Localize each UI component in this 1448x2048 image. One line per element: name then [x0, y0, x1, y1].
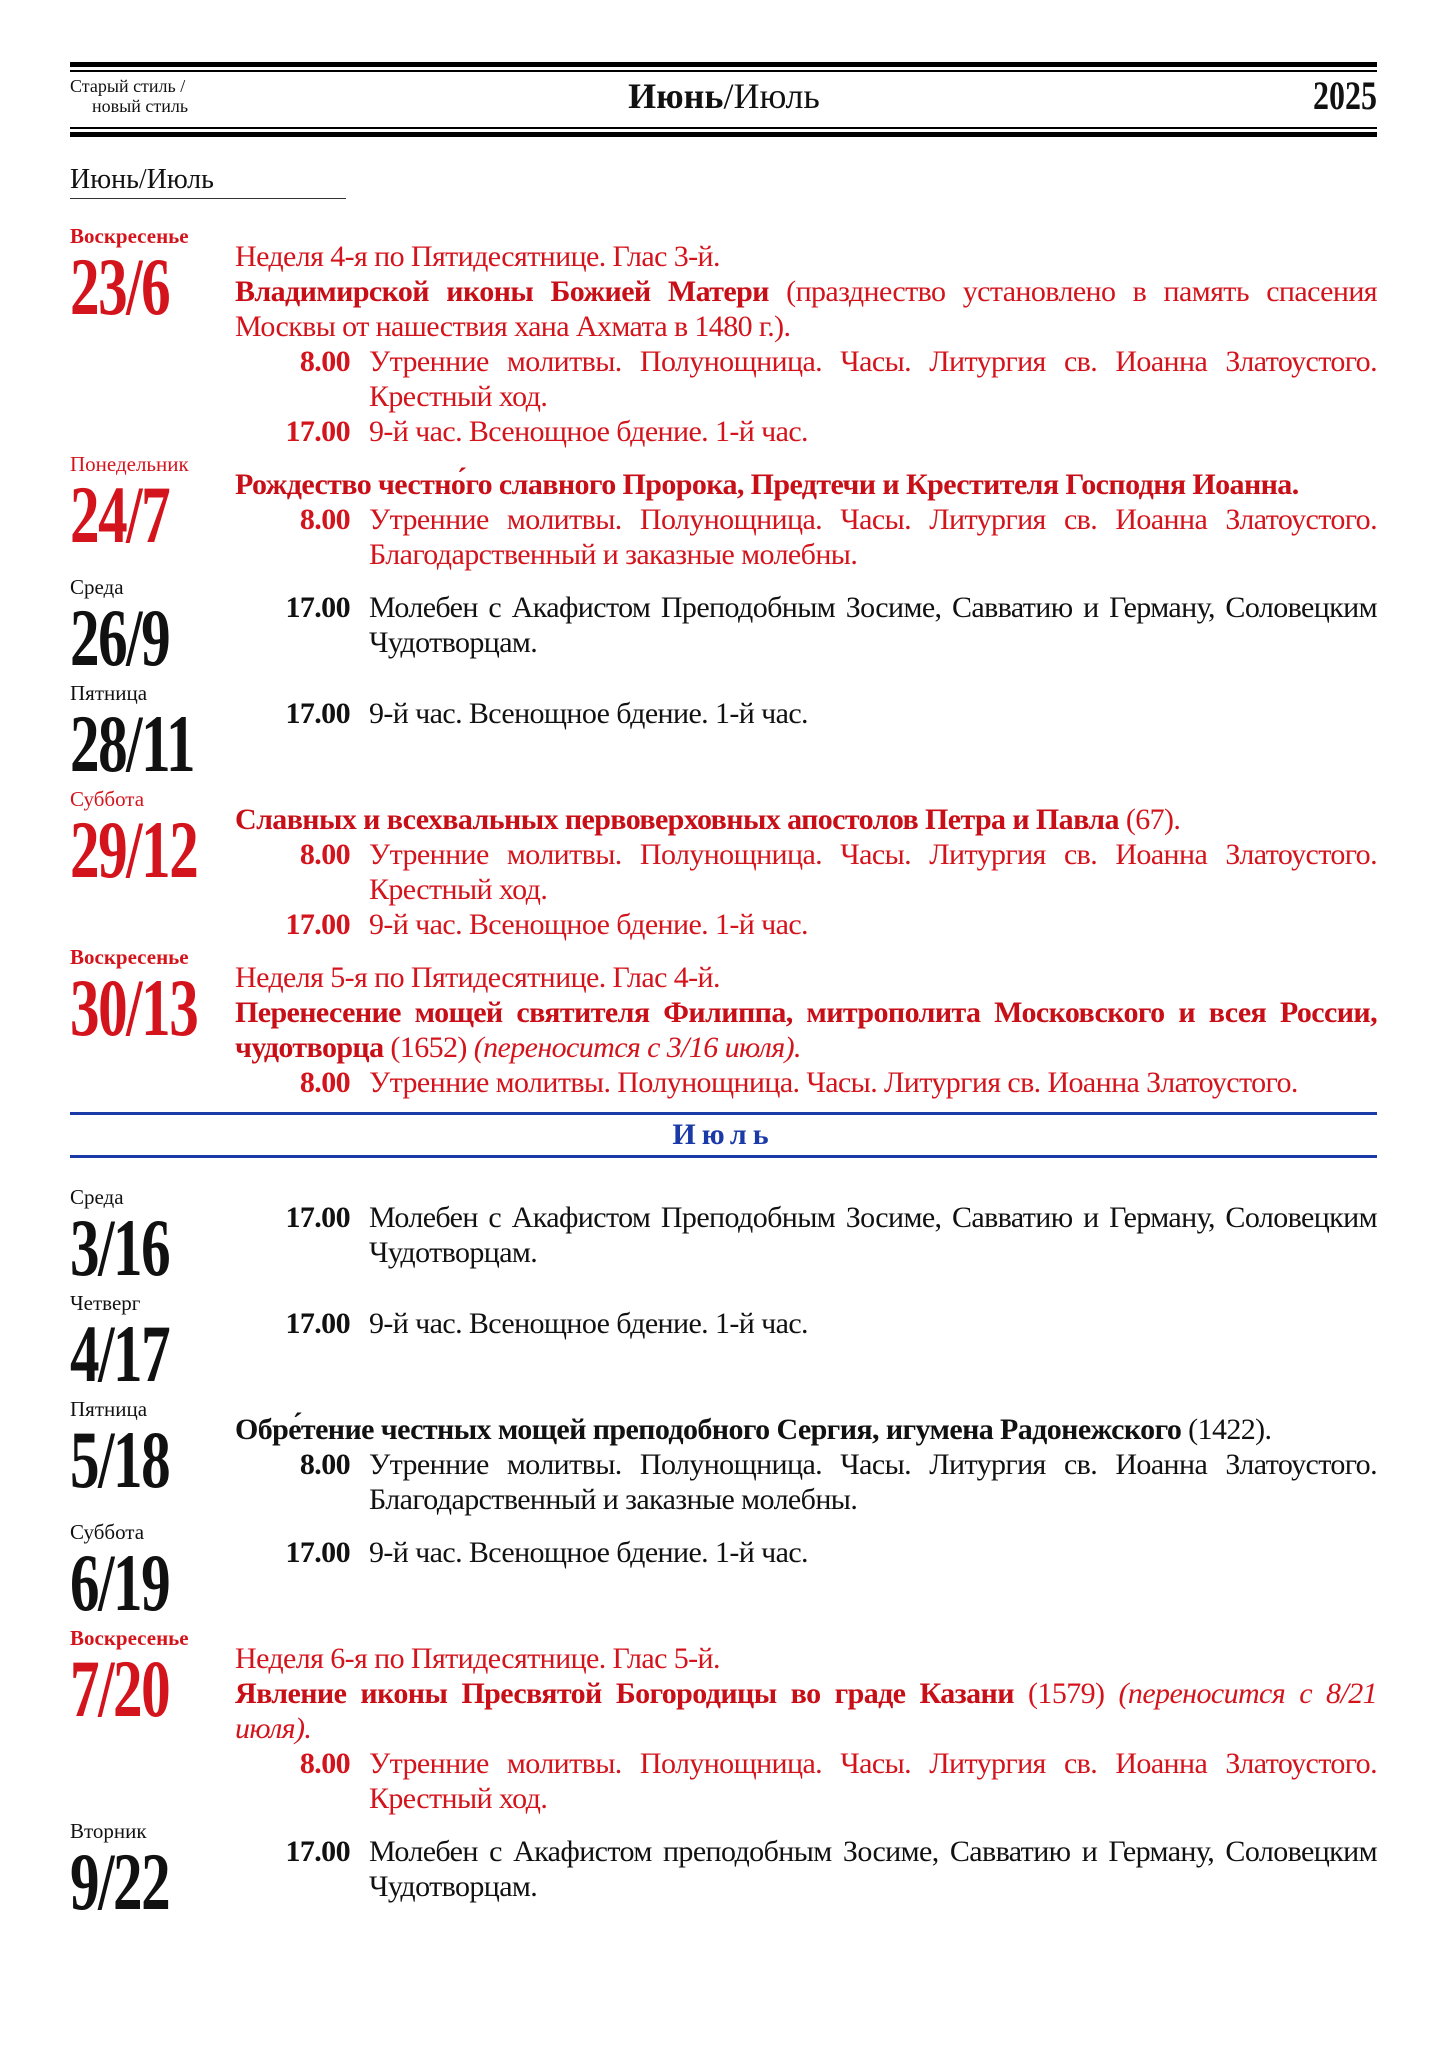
day-entry	[70, 1398, 1377, 1517]
title-july: Июль	[733, 76, 820, 116]
weekday: Среда	[70, 575, 124, 599]
day-heading	[70, 1627, 235, 1816]
day-heading	[70, 575, 235, 683]
service-item	[235, 837, 1377, 907]
feast-segment: Перенесение мощей святителя Филиппа, митрополита Московского и всея России, чудотворца	[235, 996, 1377, 1064]
service-time: 17.00	[285, 697, 350, 730]
day-heading	[70, 1185, 235, 1293]
old-style-label: Старый стиль /	[70, 76, 186, 96]
service-text: Утренние молитвы. Полунощница. Часы. Литургия св. Иоанна Златоустого. Крестный ход.	[369, 345, 1377, 413]
section-title-june-july: Июнь/Июль	[70, 164, 214, 195]
section-title-july: Июль	[672, 1118, 775, 1151]
day-entry	[70, 575, 1377, 683]
day-entry	[70, 946, 1377, 1100]
date: 23/6	[70, 241, 170, 332]
date: 30/13	[70, 962, 198, 1053]
service-time: 17.00	[285, 415, 350, 448]
service-item	[235, 907, 1377, 942]
date: 5/18	[70, 1414, 170, 1505]
feast-segment: (1422).	[1181, 1413, 1272, 1446]
service-item	[235, 1746, 1377, 1816]
day-content	[235, 788, 1377, 942]
service-time: 8.00	[299, 503, 350, 536]
weekday: Четверг	[70, 1291, 141, 1315]
service-item	[235, 502, 1377, 572]
service-text: Молебен с Акафистом Преподобным Зосиме, Савватию и Герману, Соловецким Чудотворцам.	[369, 591, 1377, 659]
day-content	[235, 453, 1377, 572]
weekday: Среда	[70, 1185, 124, 1209]
style-legend	[70, 76, 188, 116]
day-content	[235, 576, 1377, 678]
header-rule-bottom-thin	[70, 127, 1377, 129]
day-content	[235, 1521, 1377, 1623]
july-days	[70, 1185, 1377, 1927]
service-item	[235, 1200, 1377, 1270]
feast-text	[235, 274, 1377, 344]
day-entry	[70, 1520, 1377, 1628]
date: 24/7	[70, 469, 170, 560]
header-rule-top-thin	[70, 70, 1377, 72]
weekday: Суббота	[70, 1520, 145, 1544]
service-text: 9-й час. Всенощное бдение. 1-й час.	[369, 1307, 808, 1340]
service-item	[235, 344, 1377, 414]
day-entry	[70, 1627, 1377, 1816]
header-rule-top-thick	[70, 62, 1377, 67]
day-heading	[70, 1520, 235, 1628]
day-heading	[70, 1398, 235, 1517]
weekday: Пятница	[70, 1397, 148, 1421]
july-rule-bottom	[70, 1155, 1377, 1158]
feast-text	[235, 1412, 1377, 1447]
feast-segment: (переносится с 3/16 июля).	[473, 1031, 801, 1064]
service-text: Утренние молитвы. Полунощница. Часы. Литургия св. Иоанна Златоустого. Благодарственный и заказные молебны.	[369, 1448, 1377, 1516]
service-time: 8.00	[299, 1066, 350, 1099]
schedule	[70, 164, 1377, 1986]
feast-segment: (1652)	[383, 1031, 474, 1064]
service-time: 17.00	[285, 1536, 350, 1569]
weekday: Суббота	[70, 787, 145, 811]
feast-segment: Обре́тение честных мощей преподобного Сергия, игумена Радонежского	[235, 1413, 1182, 1446]
day-content	[235, 1820, 1377, 1922]
day-content	[235, 1398, 1377, 1517]
service-time: 8.00	[299, 838, 350, 871]
july-section-header	[70, 1112, 1377, 1158]
day-content	[235, 946, 1377, 1100]
day-entry	[70, 1291, 1377, 1399]
service-time: 8.00	[299, 345, 350, 378]
date: 26/9	[70, 592, 170, 683]
feast-text	[235, 995, 1377, 1065]
weekday: Воскресенье	[70, 1626, 189, 1650]
feast-text	[235, 1641, 1377, 1676]
day-heading	[70, 1291, 235, 1399]
service-item	[235, 1834, 1377, 1904]
day-heading	[70, 1819, 235, 1927]
day-heading	[70, 788, 235, 942]
feast-text	[235, 960, 1377, 995]
feast-segment: (празднество установлено в память спасения Москвы от нашествия хана Ахмата в 1480 г.).	[235, 275, 1377, 343]
service-text: Молебен с Акафистом преподобным Зосиме, Савватию и Герману, Соловецким Чудотворцам.	[369, 1835, 1377, 1903]
section-underline	[70, 198, 346, 199]
day-heading	[70, 681, 235, 789]
service-text: 9-й час. Всенощное бдение. 1-й час.	[369, 1536, 808, 1569]
service-text: Утренние молитвы. Полунощница. Часы. Литургия св. Иоанна Златоустого.	[369, 1066, 1298, 1099]
service-item	[235, 1535, 1377, 1570]
day-content	[235, 225, 1377, 449]
day-heading	[70, 946, 235, 1100]
new-style-label: новый стиль	[92, 96, 189, 116]
service-time: 8.00	[299, 1448, 350, 1481]
service-text: Утренние молитвы. Полунощница. Часы. Литургия св. Иоанна Златоустого. Крестный ход.	[369, 1747, 1377, 1815]
day-entry	[70, 788, 1377, 942]
weekday: Вторник	[70, 1819, 147, 1843]
day-content	[235, 1627, 1377, 1816]
day-heading	[70, 453, 235, 572]
date: 28/11	[70, 698, 195, 789]
feast-text	[235, 802, 1377, 837]
day-entry	[70, 1185, 1377, 1293]
service-time: 17.00	[285, 1201, 350, 1234]
feast-segment: (переносится с 8/21 июля).	[235, 1677, 1377, 1745]
year: 2025	[1313, 73, 1377, 118]
feast-segment: Славных и всехвальных первоверховных апостолов Петра и Павла	[235, 803, 1119, 836]
weekday: Понедельник	[70, 452, 189, 476]
title-separator: /	[723, 76, 734, 116]
date: 4/17	[70, 1308, 170, 1399]
service-text: Утренние молитвы. Полунощница. Часы. Литургия св. Иоанна Златоустого. Крестный ход.	[369, 838, 1377, 906]
day-entry	[70, 1819, 1377, 1927]
page-title	[628, 76, 820, 116]
weekday: Воскресенье	[70, 224, 189, 248]
header-rule-bottom-thick	[70, 132, 1377, 137]
feast-text	[235, 239, 1377, 274]
service-time: 8.00	[299, 1747, 350, 1780]
day-entry	[70, 453, 1377, 572]
service-item	[235, 1306, 1377, 1341]
feast-segment: (1579)	[1013, 1677, 1119, 1710]
feast-segment: (67).	[1118, 803, 1181, 836]
feast-segment: Неделя 6-я по Пятидесятнице. Глас 5-й.	[235, 1642, 720, 1675]
feast-segment: Владимирской иконы Божией Матери	[235, 275, 769, 308]
july-title-row	[70, 1115, 1377, 1155]
date: 7/20	[70, 1643, 170, 1734]
service-item	[235, 696, 1377, 731]
feast-text	[235, 1676, 1377, 1746]
feast-text	[235, 467, 1377, 502]
feast-segment: Неделя 5-я по Пятидесятнице. Глас 4-й.	[235, 961, 720, 994]
weekday: Воскресенье	[70, 945, 189, 969]
weekday: Пятница	[70, 681, 148, 705]
service-item	[235, 1447, 1377, 1517]
feast-segment: Неделя 4-я по Пятидесятнице. Глас 3-й.	[235, 240, 720, 273]
june-days	[70, 225, 1377, 1100]
day-entry	[70, 225, 1377, 449]
day-content	[235, 1186, 1377, 1288]
day-content	[235, 682, 1377, 784]
service-text: 9-й час. Всенощное бдение. 1-й час.	[369, 908, 808, 941]
service-time: 17.00	[285, 1307, 350, 1340]
service-text: 9-й час. Всенощное бдение. 1-й час.	[369, 697, 808, 730]
feast-segment: Явление иконы Пресвятой Богородицы во граде Казани	[235, 1677, 1014, 1710]
day-entry	[70, 681, 1377, 789]
date: 3/16	[70, 1202, 170, 1293]
service-text: Молебен с Акафистом Преподобным Зосиме, Савватию и Герману, Соловецким Чудотворцам.	[369, 1201, 1377, 1269]
feast-segment: Рождество честно́го славного Пророка, Предтечи и Крестителя Господня Иоанна.	[235, 468, 1299, 501]
service-time: 17.00	[285, 908, 350, 941]
service-item	[235, 590, 1377, 660]
day-content	[235, 1292, 1377, 1394]
service-text: Утренние молитвы. Полунощница. Часы. Литургия св. Иоанна Златоустого. Благодарственный и заказные молебны.	[369, 503, 1377, 571]
service-item	[235, 414, 1377, 449]
date: 9/22	[70, 1836, 170, 1927]
title-june: Июнь	[628, 76, 724, 116]
service-text: 9-й час. Всенощное бдение. 1-й час.	[369, 415, 808, 448]
service-item	[235, 1065, 1377, 1100]
date: 29/12	[70, 804, 198, 895]
service-time: 17.00	[285, 1835, 350, 1868]
date: 6/19	[70, 1537, 170, 1628]
service-time: 17.00	[285, 591, 350, 624]
day-heading	[70, 225, 235, 449]
